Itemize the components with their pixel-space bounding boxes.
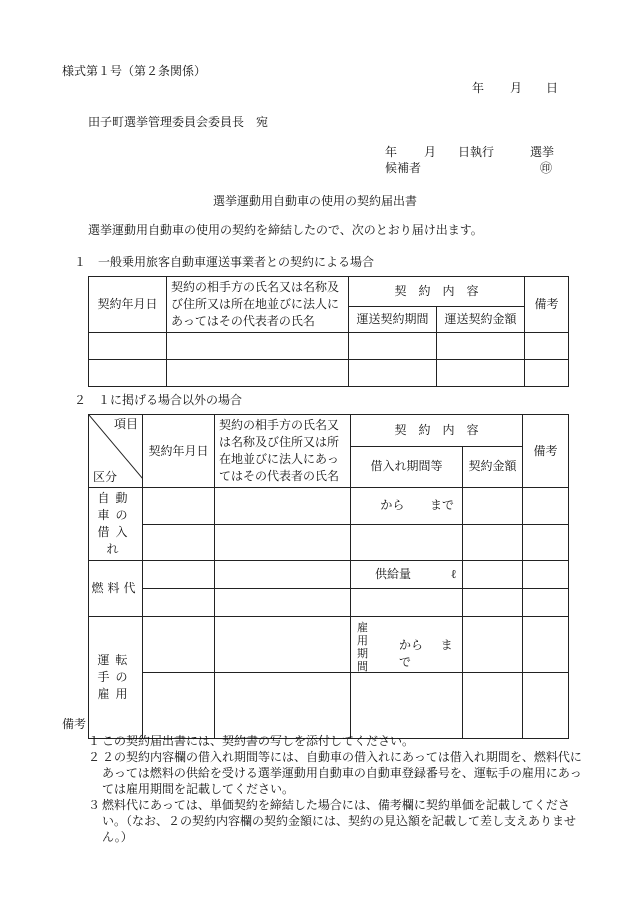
s2-col-amount: 契約金額 bbox=[463, 446, 523, 487]
election-day-exec: 日執行 bbox=[458, 145, 495, 159]
section1-table bbox=[88, 276, 569, 387]
seal-mark: ㊞ bbox=[540, 161, 553, 175]
date-year: 年 bbox=[472, 81, 485, 95]
car-until: まで bbox=[429, 498, 454, 513]
table-row bbox=[89, 524, 569, 561]
s2-col-party: 契約の相手方の氏名又は名称及び住所又は所在地並びに法人にあってはその代表者の氏名 bbox=[215, 415, 351, 488]
s1-cell-amount-1[interactable] bbox=[437, 333, 525, 360]
s1-cell-remarks-2[interactable] bbox=[525, 360, 569, 387]
s2-car-date-2[interactable] bbox=[143, 524, 215, 561]
notes-heading: 備考 bbox=[62, 717, 87, 731]
candidate-label: 候補者 bbox=[385, 161, 422, 175]
s1-col-remarks: 備考 bbox=[525, 277, 569, 333]
table-row bbox=[89, 561, 569, 589]
s2-fuel-amount-2[interactable] bbox=[463, 589, 523, 617]
election-label: 選挙 bbox=[530, 145, 555, 159]
note-item bbox=[62, 749, 582, 797]
s2-driver-period-1[interactable] bbox=[351, 617, 463, 673]
s2-fuel-period-2[interactable] bbox=[351, 589, 463, 617]
s1-cell-period-2[interactable] bbox=[349, 360, 437, 387]
section2-heading: ２ １に掲げる場合以外の場合 bbox=[74, 393, 243, 407]
election-month: 月 bbox=[424, 145, 437, 159]
s2-car-amount-2[interactable] bbox=[463, 524, 523, 561]
intro-text: 選挙運動用自動車の使用の契約を締結したので、次のとおり届け出ます。 bbox=[88, 223, 483, 237]
note-item bbox=[62, 797, 582, 845]
note-number: １ bbox=[88, 734, 101, 748]
s1-cell-party-2[interactable] bbox=[167, 360, 349, 387]
note-text: この契約届出書には、契約書の写しを添付してください。 bbox=[102, 734, 415, 748]
s2-driver-party-1[interactable] bbox=[215, 617, 351, 673]
s2-car-party-1[interactable] bbox=[215, 488, 351, 525]
s2-fuel-party-2[interactable] bbox=[215, 589, 351, 617]
s2-car-period-2[interactable] bbox=[351, 524, 463, 561]
row-label-car: 自動車の借入れ bbox=[89, 488, 143, 561]
diag-bottom-label: 区分 bbox=[93, 470, 118, 484]
table-row bbox=[89, 488, 569, 525]
table-row bbox=[89, 360, 569, 387]
addressee: 田子町選挙管理委員会委員長 宛 bbox=[88, 115, 269, 129]
s1-cell-remarks-1[interactable] bbox=[525, 333, 569, 360]
s1-cell-period-1[interactable] bbox=[349, 333, 437, 360]
s2-car-remarks-2[interactable] bbox=[523, 524, 569, 561]
form-number: 様式第１号（第２条関係） bbox=[62, 64, 207, 78]
s1-cell-date-1[interactable] bbox=[89, 333, 167, 360]
fuel-unit: ℓ bbox=[450, 567, 457, 581]
s2-fuel-date-1[interactable] bbox=[143, 561, 215, 589]
s1-col-content: 契 約 内 容 bbox=[349, 277, 525, 307]
s2-car-party-2[interactable] bbox=[215, 524, 351, 561]
note-number: ３ bbox=[88, 798, 101, 812]
s2-fuel-period-1[interactable] bbox=[351, 561, 463, 589]
document-title: 選挙運動用自動車の使用の契約届出書 bbox=[213, 194, 418, 208]
s2-col-content: 契 約 内 容 bbox=[351, 415, 523, 447]
s1-cell-party-1[interactable] bbox=[167, 333, 349, 360]
hire-period-label: 雇用期間 bbox=[357, 621, 368, 673]
s2-fuel-date-2[interactable] bbox=[143, 589, 215, 617]
date-day: 日 bbox=[546, 81, 559, 95]
hire-until: まで bbox=[399, 638, 453, 669]
row-label-driver: 運転手の雇用 bbox=[89, 617, 143, 739]
s1-col-amount: 運送契約金額 bbox=[437, 307, 525, 333]
note-text: 燃料代にあっては、単価契約を締結した場合には、備考欄に契約単価を記載してください。（なお、２の契約内容欄の契約金額には、契約の見込額を記載して差し支えありません。） bbox=[102, 798, 577, 844]
s1-cell-date-2[interactable] bbox=[89, 360, 167, 387]
note-text: ２の契約内容欄の借入れ期間等には、自動車の借入れにあっては借入れ期間を、燃料代にあっては燃料の供給を受ける選挙運動用自動車の自動車登録番号を、運転手の雇用にあっては雇用期間を記載してください。 bbox=[102, 750, 582, 796]
s2-car-remarks-1[interactable] bbox=[523, 488, 569, 525]
hire-from: から bbox=[399, 638, 424, 652]
s2-diagonal-header bbox=[89, 415, 143, 488]
s2-driver-amount-1[interactable] bbox=[463, 617, 523, 673]
note-item bbox=[62, 733, 582, 749]
s2-car-date-1[interactable] bbox=[143, 488, 215, 525]
s2-col-date: 契約年月日 bbox=[143, 415, 215, 488]
s2-driver-date-1[interactable] bbox=[143, 617, 215, 673]
s2-col-period: 借入れ期間等 bbox=[351, 446, 463, 487]
section2-table bbox=[88, 414, 569, 739]
section1-heading: １ 一般乗用旅客自動車運送事業者との契約による場合 bbox=[74, 255, 375, 269]
car-from: から bbox=[380, 498, 405, 513]
fuel-supply-label: 供給量 bbox=[375, 567, 412, 581]
s2-driver-remarks-1[interactable] bbox=[523, 617, 569, 673]
s1-col-date: 契約年月日 bbox=[89, 277, 167, 333]
table-row bbox=[89, 333, 569, 360]
s1-col-party: 契約の相手方の氏名又は名称及び住所又は所在地並びに法人にあってはその代表者の氏名 bbox=[167, 277, 349, 333]
s2-col-remarks: 備考 bbox=[523, 415, 569, 488]
s2-fuel-party-1[interactable] bbox=[215, 561, 351, 589]
s2-car-period-1[interactable] bbox=[351, 488, 463, 525]
table-row bbox=[89, 617, 569, 673]
s1-col-period: 運送契約期間 bbox=[349, 307, 437, 333]
row-label-fuel: 燃料代 bbox=[89, 561, 143, 617]
note-number: ２ bbox=[88, 750, 101, 764]
s1-cell-amount-2[interactable] bbox=[437, 360, 525, 387]
table-row bbox=[89, 589, 569, 617]
s2-fuel-remarks-1[interactable] bbox=[523, 561, 569, 589]
notes-section bbox=[62, 716, 582, 845]
date-month: 月 bbox=[510, 81, 523, 95]
election-year: 年 bbox=[385, 145, 398, 159]
s2-fuel-amount-1[interactable] bbox=[463, 561, 523, 589]
s2-fuel-remarks-2[interactable] bbox=[523, 589, 569, 617]
diag-top-label: 項目 bbox=[113, 417, 138, 431]
s2-car-amount-1[interactable] bbox=[463, 488, 523, 525]
